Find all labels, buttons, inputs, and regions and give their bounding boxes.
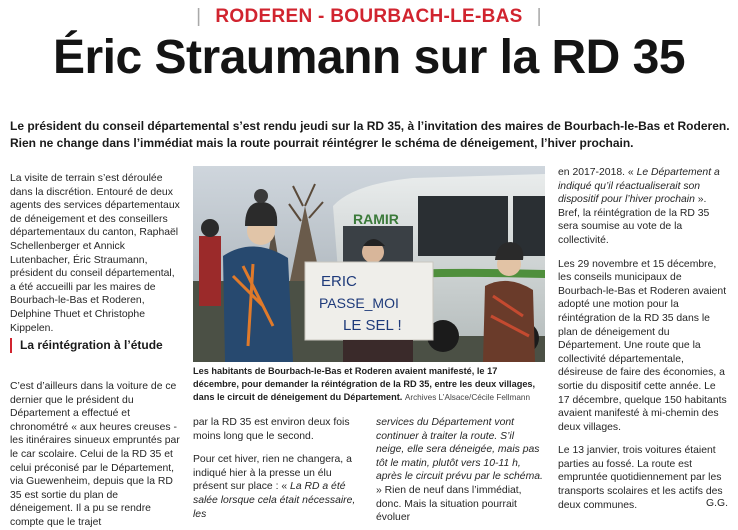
sign-line-2: PASSE_MOI — [319, 295, 399, 311]
text-run: ». Bref, la réintégration de la RD 35 sera soumise au vote de la collectivité. — [558, 194, 710, 246]
kicker-location: RODEREN - BOURBACH-LE-BAS — [215, 6, 523, 27]
article-column-2 — [193, 416, 361, 521]
sign-line-3: LE SEL ! — [343, 317, 402, 334]
caption-text: Les habitants de Bourbach-le-Bas et Roderen avaient manifesté, le 17 décembre, pour demander la réintégration de la RD 35, entre les deux villages, dans le circuit de déneigement du Département. — [193, 366, 536, 402]
paragraph: C’est d’ailleurs dans la voiture de ce dernier que le président du Département a effectué et chronométré « aux heures creuses - les itinéraires sinueux empruntés par le car scolaire. Celui de la RD 35 et celui préconisé par le Département, via Guewenheim, depuis que la RD 35 est sortie du plan de déneigement. Il a pu se rendre compte que le trajet — [10, 381, 180, 528]
author-signature: G.G. — [706, 498, 728, 509]
photo-caption — [193, 365, 545, 404]
news-photo — [193, 166, 545, 362]
paragraph: La visite de terrain s’est déroulée dans la discrétion. Entouré de deux agents des services départementaux de déneigement et des conseillers départementaux du canton, Raphaël Schellenberger et Annick Lutenbacher, Éric Straumann, président du conseil départemental, a été accueilli par les maires de Bourbach-le-Bas et Roderen, Delphine Thuet et Christophe Kippelen. — [10, 173, 180, 334]
article-column-1-continued — [10, 380, 180, 530]
paragraph: par la RD 35 est environ deux fois moins long que le second. — [193, 417, 350, 442]
article-column-3 — [376, 416, 544, 525]
article-column-4 — [558, 166, 730, 522]
headline: Éric Straumann sur la RD 35 — [52, 31, 686, 84]
text-run: en 2017-2018. « — [558, 167, 637, 178]
quote-italic: services du Département vont continuer à traiter la route. S’il neige, elle sera déneigée, mais pas tôt le matin, plutôt vers 10-11 h, après le circuit prévu par le schéma. — [376, 417, 543, 483]
subheading: La réintégration à l’étude — [10, 338, 190, 353]
kicker-bar-left: | — [196, 6, 202, 27]
paragraph: Les 29 novembre et 15 décembre, les conseils municipaux de Bourbach-le-Bas et Roderen avaient adopté une motion pour la réintégration de la RD 35 dans le plan de déneigement du Département. Une route que la collectivité départementale, désireuse de faire des économies, a sortie du dispositif cette année. Le 17 décembre, quelque 150 habitants avaient manifesté à mi-chemin des deux villages. — [558, 258, 727, 433]
paragraph — [193, 453, 361, 521]
paragraph — [376, 416, 544, 525]
paragraph: Le 13 janvier, trois voitures étaient parties au fossé. La route est empruntée quotidiennement par les transports scolaires et les actifs des deux communes. — [558, 445, 723, 511]
quote-italic: La RD a été salée lorsque cela était nécessaire, les — [193, 481, 356, 520]
article-column-1 — [10, 172, 180, 335]
kicker-bar-right: | — [536, 6, 542, 27]
text-run: » Rien de neuf dans l’immédiat, donc. Mais la situation pourrait évoluer — [376, 484, 522, 524]
sign-line-1: ERIC — [321, 273, 357, 290]
bus-lettering: RAMIR — [353, 211, 399, 227]
section-kicker — [0, 6, 738, 28]
text-run: Pour cet hiver, rien ne changera, a indiqué hier à la presse un élu présent sur place : « — [193, 454, 352, 493]
lead-paragraph: Le président du conseil départemental s’est rendu jeudi sur la RD 35, à l’invitation des maires de Bourbach-le-Bas et Roderen. Rien ne change dans l’immédiat mais la route pourrait réintégrer le schéma de déneigement, l’hiver prochain. — [10, 119, 730, 150]
paragraph — [558, 166, 730, 248]
photo-credit: Archives L’Alsace/Cécile Fellmann — [404, 392, 531, 402]
quote-italic: Le Département a indiqué qu’il réactualiserait son dispositif pour l’hiver prochain — [558, 167, 720, 206]
